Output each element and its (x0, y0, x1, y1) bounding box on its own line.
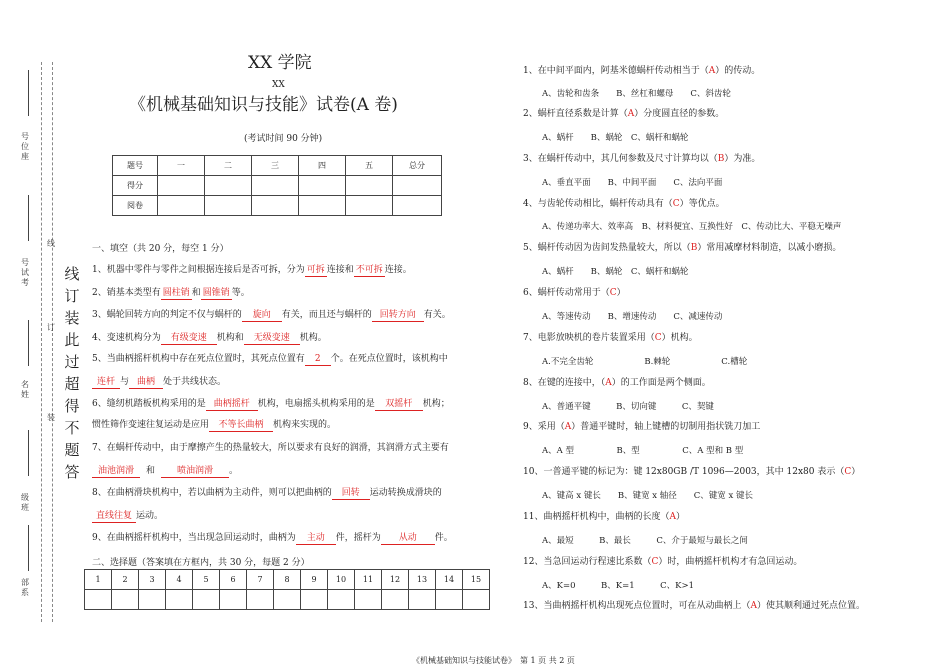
grader-row-label: 阅卷 (113, 196, 158, 216)
choice-number-cell: 8 (274, 570, 301, 590)
fill-question-5-cont: 连杆 与 曲柄 处于共线状态。 (92, 376, 226, 389)
table-row (85, 590, 490, 610)
exam-time: (考试时间 90 分钟) (244, 134, 323, 144)
choice-options-9: A、A 型 B、型 C、A 型和 B 型 (542, 446, 744, 456)
answer-blank[interactable]: 圆锥销 (202, 288, 230, 298)
notice-char: 题 (64, 441, 80, 459)
notice-char: 得 (64, 397, 80, 415)
answer-blank[interactable]: 不等长曲柄 (209, 419, 273, 432)
choice-answer-cell[interactable] (247, 590, 274, 610)
margin-tick-staple: 装 (47, 413, 55, 422)
department-field[interactable] (28, 525, 29, 571)
answer-blank[interactable]: 曲柄摇杆 (206, 398, 258, 411)
answer-blank[interactable]: 无级变速 (244, 332, 300, 345)
answer-blank[interactable]: 连杆 (92, 376, 120, 389)
answer-blank[interactable]: 回转方向 (372, 309, 424, 322)
choice-section-heading: 二、选择题（答案填在方框内，共 30 分，每题 2 分） (92, 558, 310, 568)
answer-blank[interactable]: 喷油润滑 (161, 465, 229, 478)
seat-number-label: 号位座 (21, 132, 29, 161)
choice-answer-cell[interactable] (193, 590, 220, 610)
margin-tick-line: 线 (47, 239, 55, 248)
choice-answer: C (651, 557, 659, 567)
score-header-cell: 四 (299, 156, 346, 176)
score-header-cell: 五 (346, 156, 393, 176)
choice-answer-cell[interactable] (301, 590, 328, 610)
school-subtitle: XX (272, 80, 285, 90)
choice-options-5: A、蜗杆 B、蜗轮 C、蜗杆和蜗轮 (542, 267, 689, 277)
choice-question-12: 12、当急回运动行程速比系数（C）时，曲柄摇杆机构才有急回运动。 (523, 557, 803, 567)
seat-number-field[interactable] (28, 70, 29, 116)
exam-number-field[interactable] (28, 195, 29, 241)
choice-number-cell: 4 (166, 570, 193, 590)
class-field[interactable] (28, 430, 29, 476)
choice-answer-cell[interactable] (166, 590, 193, 610)
choice-answer-cell[interactable] (85, 590, 112, 610)
score-cell[interactable] (252, 176, 299, 196)
fill-question-8-cont: 直线往复 运动。 (92, 510, 163, 523)
choice-answer: B (717, 154, 725, 164)
table-row (113, 196, 442, 216)
answer-blank[interactable]: 2 (305, 353, 331, 366)
choice-options-2: A、蜗杆 B、蜗轮 C、蜗杆和蜗轮 (542, 133, 689, 143)
table-row (113, 156, 442, 176)
choice-answer-cell[interactable] (139, 590, 166, 610)
choice-question-2: 2、蜗杆直径系数是计算（A）分度圆直径的参数。 (523, 109, 725, 119)
grader-cell[interactable] (205, 196, 252, 216)
notice-char: 过 (64, 353, 80, 371)
choice-question-8: 8、在键的连接中，（A）的工作面是两个侧面。 (523, 378, 711, 388)
choice-answer-cell[interactable] (112, 590, 139, 610)
choice-options-8: A、普通平键 B、切向键 C、契键 (542, 402, 714, 412)
fill-question-7-cont: 油池润滑 和 喷油润滑 。 (92, 465, 238, 478)
choice-number-cell: 2 (112, 570, 139, 590)
notice-char: 装 (64, 309, 80, 327)
notice-char: 此 (64, 331, 80, 349)
grader-cell[interactable] (299, 196, 346, 216)
answer-blank[interactable]: 直线往复 (92, 510, 136, 523)
score-cell[interactable] (205, 176, 252, 196)
score-cell[interactable] (299, 176, 346, 196)
choice-number-cell: 15 (463, 570, 490, 590)
notice-char: 订 (64, 287, 80, 305)
choice-answer: A (669, 512, 676, 522)
school-name: XX 学院 (248, 53, 312, 73)
choice-answer-cell[interactable] (274, 590, 301, 610)
choice-answer: A (627, 109, 635, 119)
choice-options-6: A、等速传动 B、增速传动 C、减速传动 (542, 312, 723, 322)
grader-cell[interactable] (252, 196, 299, 216)
choice-answer: A (750, 601, 757, 611)
choice-answer-cell[interactable] (436, 590, 463, 610)
choice-answer-cell[interactable] (463, 590, 490, 610)
choice-number-cell: 13 (409, 570, 436, 590)
choice-options-7: A.不完全齿轮 B.棘轮 C.槽轮 (542, 357, 748, 367)
choice-answer-cell[interactable] (328, 590, 355, 610)
choice-question-10: 10、一普通平键的标记为：键 12x80GB /T 1096—2003，其中 12x80 表示（C） (523, 467, 861, 477)
choice-answer-cell[interactable] (355, 590, 382, 610)
notice-char: 超 (64, 375, 80, 393)
choice-answer: B (690, 243, 698, 253)
notice-char: 线 (64, 265, 80, 283)
choice-number-cell: 7 (247, 570, 274, 590)
department-label: 部系 (21, 578, 29, 597)
score-cell[interactable] (158, 176, 205, 196)
choice-number-cell: 9 (301, 570, 328, 590)
choice-number-cell: 11 (355, 570, 382, 590)
exam-title: 《机械基础知识与技能》试卷(A 卷) (129, 95, 398, 115)
score-table (112, 155, 442, 216)
table-row (113, 176, 442, 196)
margin-tick-bind: 订 (47, 323, 55, 332)
answer-blank[interactable]: 主动 (296, 532, 336, 545)
choice-number-cell: 3 (139, 570, 166, 590)
binding-line-inner (52, 62, 53, 622)
choice-question-9: 9、采用（A）普通平键时，轴上键槽的切制用指状铣刀加工 (523, 422, 761, 432)
score-cell[interactable] (346, 176, 393, 196)
fill-question-5: 5、当曲柄摇杆机构中存在死点位置时，其死点位置有 2 个。在死点位置时，该机构中 (92, 354, 448, 364)
choice-question-1: 1、在中间平面内，阿基米德蜗杆传动相当于（A）的传动。 (523, 66, 761, 76)
choice-number-cell: 12 (382, 570, 409, 590)
choice-options-12: A、K=0 B、K=1 C、K>1 (542, 581, 695, 591)
choice-answer-cell[interactable] (382, 590, 409, 610)
score-header-cell: 二 (205, 156, 252, 176)
choice-question-7: 7、电影放映机的卷片装置采用（C）机构。 (523, 333, 698, 343)
choice-options-1: A、齿轮和齿条 B、丝杠和螺母 C、斜齿轮 (542, 89, 731, 99)
answer-blank[interactable]: 圆柱销 (162, 288, 190, 298)
answer-blank[interactable]: 从动 (381, 532, 435, 545)
choice-answer: A (605, 378, 612, 388)
choice-answer: C (672, 199, 680, 209)
fill-section-heading: 一、填空（共 20 分，每空 1 分） (92, 244, 229, 254)
fill-question-8: 8、在曲柄滑块机构中，若以曲柄为主动件，则可以把曲柄的 回转 运动转换成滑块的 (92, 488, 442, 498)
choice-answer: C (654, 333, 662, 343)
score-header-cell: 一 (158, 156, 205, 176)
name-label: 名姓 (21, 380, 29, 399)
class-label: 级班 (21, 493, 29, 512)
score-header-cell: 总分 (393, 156, 442, 176)
grader-cell[interactable] (393, 196, 442, 216)
choice-question-6: 6、蜗杆传动常用于（C） (523, 288, 626, 298)
choice-number-cell: 14 (436, 570, 463, 590)
choice-answer: C (609, 288, 617, 298)
choice-answer: A (708, 66, 716, 76)
fill-question-7: 7、在蜗杆传动中，由于摩擦产生的热量较大，所以要求有良好的润滑，其润滑方式主要有 (92, 443, 449, 453)
choice-options-10: A、键高 x 键长 B、键宽 x 轴径 C、键宽 x 键长 (542, 491, 753, 501)
fill-question-2: 2、销基本类型有 圆柱销 和 圆锥销 等。 (92, 288, 250, 298)
choice-question-11: 11、曲柄摇杆机构中，曲柄的长度（A） (523, 512, 685, 522)
notice-char: 不 (64, 419, 80, 437)
choice-answer: C (844, 467, 852, 477)
choice-options-4: A、传递功率大、效率高 B、材料便宜、互换性好 C、传动比大、平稳无噪声 (542, 222, 842, 232)
choice-question-3: 3、在蜗杆传动中，其几何参数及尺寸计算均以（B）为准。 (523, 154, 761, 164)
fill-question-6: 6、缝纫机踏板机构采用的是 曲柄摇杆 机构，电扇摇头机构采用的是 双摇杆 机构； (92, 399, 450, 409)
answer-blank[interactable]: 有级变速 (161, 332, 217, 345)
choice-answer-table (84, 569, 490, 610)
fill-question-1: 1、机器中零件与零件之间根据连接后是否可拆，分为 可拆 连接和 不可拆 连接。 (92, 265, 412, 275)
exam-number-label: 号试考 (21, 258, 29, 287)
choice-question-13: 13、当曲柄摇杆机构出现死点位置时，可在从动曲柄上（A）使其顺利通过死点位置。 (523, 601, 865, 611)
choice-number-cell: 6 (220, 570, 247, 590)
answer-blank[interactable]: 回转 (332, 487, 370, 500)
score-cell[interactable] (393, 176, 442, 196)
choice-question-4: 4、与齿轮传动相比，蜗杆传动具有（C）等优点。 (523, 199, 725, 209)
answer-blank[interactable]: 油池润滑 (92, 465, 140, 478)
choice-options-3: A、垂直平面 B、中间平面 C、法向平面 (542, 178, 723, 188)
choice-answer-cell[interactable] (220, 590, 247, 610)
notice-char: 答 (64, 463, 80, 481)
answer-blank[interactable]: 双摇杆 (375, 398, 423, 411)
choice-number-cell: 10 (328, 570, 355, 590)
page-footer: 《机械基础知识与技能试卷》 第 1 页 共 2 页 (412, 656, 575, 665)
answer-blank[interactable]: 曲柄 (129, 376, 163, 389)
choice-answer: A (564, 422, 572, 432)
answer-blank[interactable]: 可拆 (306, 265, 325, 275)
score-row-label: 得分 (113, 176, 158, 196)
choice-answer-cell[interactable] (409, 590, 436, 610)
fill-question-3: 3、蜗轮回转方向的判定不仅与蜗杆的 旋向 有关，而且还与蜗杆的 回转方向 有关。 (92, 310, 451, 320)
name-field[interactable] (28, 320, 29, 366)
choice-question-5: 5、蜗杆传动因为齿间发热量较大，所以（B）常用减摩材料制造，以减小磨损。 (523, 243, 842, 253)
choice-number-cell: 5 (193, 570, 220, 590)
fill-question-4: 4、变速机构分为 有级变速 机构和 无级变速 机构。 (92, 333, 327, 343)
table-row (85, 570, 490, 590)
answer-blank[interactable]: 不可拆 (355, 265, 383, 275)
fill-question-9: 9、在曲柄摇杆机构中，当出现急回运动时，曲柄为 主动 件，摇杆为 从动 件。 (92, 533, 453, 543)
choice-number-cell: 1 (85, 570, 112, 590)
answer-blank[interactable]: 旋向 (242, 309, 282, 322)
score-header-cell: 三 (252, 156, 299, 176)
fill-question-6-cont: 惯性筛作变速往复运动是应用 不等长曲柄 机构来实现的。 (92, 420, 337, 430)
score-header-cell: 题号 (113, 156, 158, 176)
binding-line-outer (41, 62, 42, 622)
grader-cell[interactable] (158, 196, 205, 216)
choice-options-11: A、最短 B、最长 C、介于最短与最长之间 (542, 536, 748, 546)
grader-cell[interactable] (346, 196, 393, 216)
